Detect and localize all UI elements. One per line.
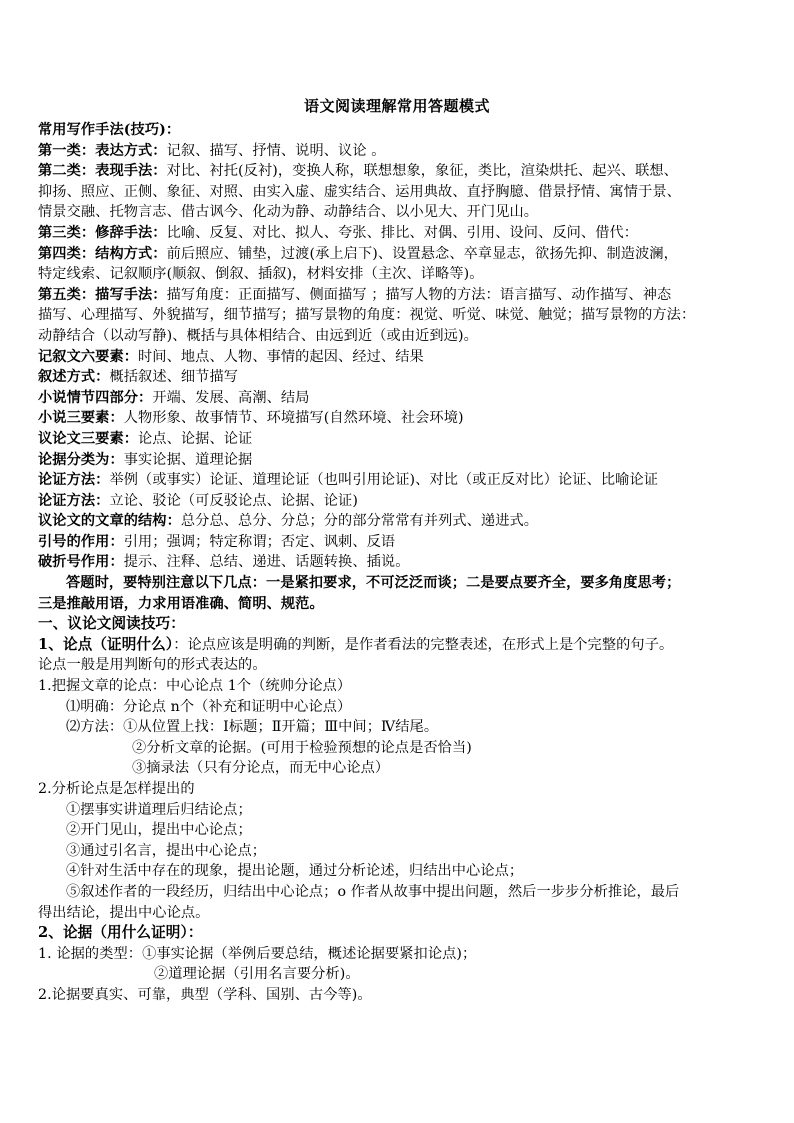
technique-label: 小说三要素： bbox=[38, 410, 124, 427]
technique-line bbox=[38, 491, 756, 512]
technique-line bbox=[38, 223, 756, 244]
answer-note-line-2: 三是推敲用语，力求用语准确、简明、规范。 bbox=[38, 595, 324, 612]
evidence-type-sub: ②道理论据（引用名言要分析)。 bbox=[154, 966, 360, 983]
grasp-thesis-sub-a: ⑴明确：分论点 n个（补充和证明中心论点） bbox=[66, 698, 352, 715]
technique-line bbox=[38, 367, 756, 388]
technique-label: 破折号作用： bbox=[38, 554, 124, 571]
technique-text: 描写角度：正面描写、侧面描写 ；描写人物的方法：语言描写、动作描写、神态 bbox=[166, 286, 672, 303]
thesis-paragraph-line-2: 论点一般是用判断句的形式表达的。 bbox=[38, 657, 267, 674]
technique-text: 前后照应、铺垫，过渡(承上启下)、设置悬念、卒章显志，欲扬先抑、制造波澜， bbox=[166, 245, 678, 262]
technique-label: 论证方法： bbox=[38, 492, 110, 509]
technique-label: 论证方法： bbox=[38, 472, 110, 489]
section-heading-argumentative: 一、议论文阅读技巧： bbox=[38, 615, 185, 633]
technique-line bbox=[38, 326, 756, 347]
technique-text: 对比、衬托(反衬)，变换人称，联想想象，象征，类比，渲染烘托、起兴、联想、 bbox=[166, 163, 678, 180]
technique-line bbox=[38, 161, 756, 182]
technique-line bbox=[38, 511, 756, 532]
grasp-thesis-sub-b: ⑵方法：①从位置上找：Ⅰ标题；Ⅱ开篇；Ⅲ中间；Ⅳ结尾。 bbox=[66, 719, 439, 736]
technique-label: 第二类：表现手法： bbox=[38, 163, 167, 180]
technique-line bbox=[38, 244, 756, 265]
technique-text: 事实论据、道理论据 bbox=[123, 451, 253, 468]
list-item: ⑤叙述作者的一段经历，归结出中心论点；ο 作者从故事中提出问题，然后一步步分析推论，最后 bbox=[66, 883, 680, 900]
technique-label: 第四类：结构方式： bbox=[38, 245, 167, 262]
page-title: 语文阅读理解常用答题模式 bbox=[303, 97, 490, 115]
technique-list bbox=[38, 120, 756, 573]
technique-text: 时间、地点、人物、事情的起因、经过、结果 bbox=[138, 348, 424, 365]
technique-line bbox=[38, 285, 756, 306]
technique-text: 记叙、描写、抒情、说明、议论 。 bbox=[166, 142, 386, 159]
technique-line bbox=[38, 408, 756, 429]
grasp-thesis-sub-d: ③摘录法（只有分论点，而无中心论点） bbox=[132, 760, 390, 777]
technique-text: 概括叙述、细节描写 bbox=[109, 369, 239, 386]
technique-text: 引用；强调；特定称谓；否定、讽刺、反语 bbox=[123, 533, 396, 550]
technique-text: 人物形象、故事情节、环境描写(自然环境、社会环境) bbox=[123, 410, 464, 427]
technique-label: 第五类：描写手法： bbox=[38, 286, 167, 303]
grasp-thesis-sub-c: ②分析文章的论据。(可用于检验预想的论点是否恰当) bbox=[132, 739, 472, 756]
technique-text: 开端、发展、高潮、结局 bbox=[152, 389, 310, 406]
list-item: ③通过引名言，提出中心论点； bbox=[66, 842, 267, 859]
thesis-origin-list bbox=[38, 800, 756, 903]
technique-label: 论据分类为： bbox=[38, 451, 124, 468]
technique-label: 引号的作用： bbox=[38, 533, 124, 550]
technique-text: 论点、论据、论证 bbox=[138, 430, 253, 447]
technique-line bbox=[38, 347, 756, 368]
evidence-type-item: 1. 论据的类型：①事实论据（举例后要总结，概述论据要紧扣论点)； bbox=[38, 945, 477, 962]
technique-line bbox=[38, 388, 756, 409]
technique-label: 记叙文六要素： bbox=[38, 348, 139, 365]
technique-text: 动静结合（以动写静)、概括与具体相结合、由远到近（或由近到远)。 bbox=[38, 327, 478, 344]
technique-line bbox=[38, 141, 756, 162]
evidence-quality-item: 2.论据要真实、可靠，典型（学科、国别、古今等)。 bbox=[38, 986, 372, 1003]
technique-label: 叙述方式： bbox=[38, 369, 110, 386]
technique-text: 特定线索、记叙顺序(顺叙、倒叙、插叙)，材料安排（主次、详略等)。 bbox=[38, 266, 484, 283]
technique-line bbox=[38, 450, 756, 471]
technique-text: 总分总、总分、分总；分的部分常常有并列式、递进式。 bbox=[180, 513, 539, 530]
technique-text: 提示、注释、总结、递进、话题转换、插说。 bbox=[123, 554, 410, 571]
technique-text: 立论、驳论（可反驳论点、论据、论证) bbox=[109, 492, 358, 509]
technique-label: 第三类：修辞手法： bbox=[38, 224, 167, 241]
technique-label: 第一类：表达方式： bbox=[38, 142, 167, 159]
technique-text: 情景交融、托物言志、借古讽今、化动为静、动静结合、以小见大、开门见山。 bbox=[38, 204, 539, 221]
list-item: ④针对生活中存在的现象，提出论题，通过分析论述，归结出中心论点； bbox=[66, 863, 524, 880]
technique-label: 议论文的文章的结构： bbox=[38, 513, 181, 530]
grasp-thesis-item: 1.把握文章的论点：中心论点 1个（统帅分论点） bbox=[38, 678, 352, 695]
thesis-paragraph bbox=[38, 635, 756, 656]
technique-line bbox=[38, 120, 756, 141]
technique-text: 描写、心理描写、外貌描写，细节描写；描写景物的角度：视觉、听觉、味觉、触觉；描写景物的方法： bbox=[38, 307, 696, 324]
technique-line bbox=[38, 264, 756, 285]
technique-text: 抑扬、照应、正侧、象征、对照、由实入虚、虚实结合、运用典故、直抒胸臆、借景抒情、寓情于景、 bbox=[38, 183, 681, 200]
technique-text: 举例（或事实）论证、道理论证（也叫引用论证)、对比（或正反对比）论证、比喻论证 bbox=[109, 472, 659, 489]
technique-line bbox=[38, 470, 756, 491]
list-item: ①摆事实讲道理后归结论点； bbox=[66, 801, 252, 818]
thesis-definition: ：论点应该是明确的判断，是作者看法的完整表述，在形式上是个完整的句子。 bbox=[173, 636, 674, 653]
technique-label: 常用写作手法(技巧)： bbox=[38, 122, 181, 138]
technique-line bbox=[38, 532, 756, 553]
evidence-heading: 2、论据（用什么证明）： bbox=[38, 924, 203, 942]
technique-line bbox=[38, 552, 756, 573]
technique-line bbox=[38, 429, 756, 450]
list-item: ②开门见山，提出中心论点； bbox=[66, 822, 252, 839]
thesis-origin-end: 得出结论，提出中心论点。 bbox=[38, 904, 210, 921]
technique-label: 议论文三要素： bbox=[38, 430, 139, 447]
technique-label: 小说情节四部分： bbox=[38, 389, 153, 406]
technique-line bbox=[38, 202, 756, 223]
technique-line bbox=[38, 182, 756, 203]
thesis-heading: 1、论点（证明什么） bbox=[38, 635, 174, 653]
technique-text: 比喻、反复、对比、拟人、夸张、排比、对偶、引用、设问、反问、借代： bbox=[166, 224, 639, 241]
technique-line bbox=[38, 305, 756, 326]
thesis-origin-item: 2.分析论点是怎样提出的 bbox=[38, 781, 195, 797]
answer-note-line-1: 答题时，要特别注意以下几点：一是紧扣要求，不可泛泛而谈；二是要点要齐全，要多角度思考； bbox=[66, 575, 681, 592]
